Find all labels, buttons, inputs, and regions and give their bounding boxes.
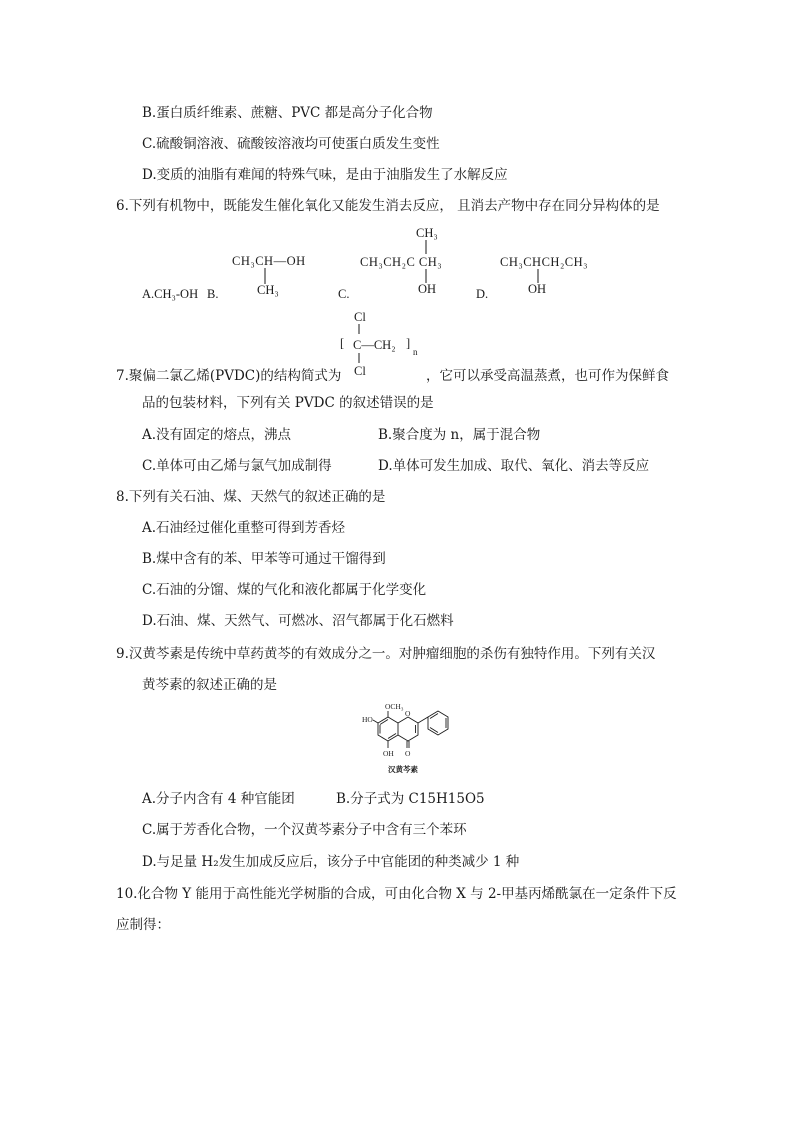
q7-formula-bond-bottom	[358, 353, 360, 363]
q6-option-c-label: C.	[338, 287, 350, 301]
q7-formula-n: n	[413, 347, 418, 357]
q7-option-a: A.没有固定的熔点，沸点	[142, 427, 292, 443]
wogonin-ring-oxygen-label: O	[405, 709, 411, 718]
q6-option-b-formula: CH₃CH—OH	[232, 254, 306, 268]
q7-stem-part1: 7.聚偏二氯乙烯(PVDC)的结构简式为	[116, 368, 342, 384]
q7-formula-bond-top	[358, 324, 360, 334]
q9-stem-line2: 黄芩素的叙述正确的是	[142, 677, 277, 693]
q8-option-d: D.石油、煤、天然气、可燃冰、沼气都属于化石燃料	[142, 613, 454, 629]
wogonin-structure-diagram	[362, 704, 472, 776]
q9-stem-line1: 9.汉黄芩素是传统中草药黄芩的有效成分之一。对肿瘤细胞的杀伤有独特作用。下列有关汉	[116, 646, 656, 662]
q6-option-d-formula: CH₃CHCH₂CH₃	[500, 255, 589, 269]
q5-option-c: C.硫酸铜溶液、硫酸铵溶液均可使蛋白质发生变性	[142, 136, 440, 152]
q9-option-c: C.属于芳香化合物，一个汉黄芩素分子中含有三个苯环	[142, 822, 467, 838]
q5-option-b: B.蛋白质纤维素、蔗糖、PVC 都是高分子化合物	[142, 105, 433, 121]
q5-option-d: D.变质的油脂有难闻的特殊气味，是由于油脂发生了水解反应	[142, 167, 508, 183]
q9-option-b: B.分子式为 C15H15O5	[336, 791, 485, 807]
q6-option-a: A.CH₃-OH	[142, 287, 199, 301]
q7-option-b: B.聚合度为 n，属于混合物	[378, 427, 541, 443]
q7-stem-part2: ，它可以承受高温蒸煮，也可作为保鲜食	[426, 368, 669, 384]
q9-option-d: D.与足量 H₂发生加成反应后，该分子中官能团的种类减少 1 种	[142, 854, 520, 870]
q6-option-c-formula: CH₃CH₂C CH₃	[360, 255, 443, 269]
q8-option-a: A.石油经过催化重整可得到芳香烃	[142, 520, 346, 536]
q6-option-c-bond-bottom	[425, 269, 427, 283]
q6-stem: 6.下列有机物中，既能发生催化氧化又能发生消去反应， 且消去产物中存在同分异构体的是	[116, 198, 660, 214]
q6-option-c-top: CH₃	[416, 226, 438, 240]
q7-option-d: D.单体可发生加成、取代、氧化、消去等反应	[378, 458, 650, 474]
q7-formula-cl-bottom: Cl	[354, 364, 366, 378]
q8-option-b: B.煤中含有的苯、甲苯等可通过干馏得到	[142, 551, 386, 567]
q9-option-a: A.分子内含有 4 种官能团	[142, 791, 295, 807]
q8-option-c: C.石油的分馏、煤的气化和液化都属于化学变化	[142, 582, 427, 598]
wogonin-ho-label: HO	[362, 715, 373, 724]
q7-stem-line2: 品的包装材料，下列有关 PVDC 的叙述错误的是	[142, 395, 434, 411]
q7-option-c: C.单体可由乙烯与氯气加成制得	[142, 458, 332, 474]
q7-formula-main: C—CH₂	[353, 338, 396, 352]
q6-option-c-bond-top	[425, 240, 427, 254]
wogonin-carbonyl-label: O	[405, 749, 411, 758]
q7-formula-bracket-right: ]	[406, 336, 411, 350]
q6-option-d-label: D.	[476, 287, 489, 301]
q6-option-d-bond	[537, 269, 539, 283]
q8-stem: 8.下列有关石油、煤、天然气的叙述正确的是	[116, 489, 386, 505]
q10-stem-line1: 10.化合物 Y 能用于高性能光学树脂的合成，可由化合物 X 与 2-甲基丙烯酰氯在一定条件下反	[116, 886, 677, 902]
q6-option-b-substituent: CH₃	[257, 283, 279, 297]
wogonin-och3-label: OCH₃	[385, 702, 404, 711]
q7-formula-bracket-left: [	[340, 336, 345, 350]
wogonin-caption: 汉黄芩素	[388, 765, 418, 774]
q7-formula-cl-top: Cl	[354, 310, 366, 324]
q10-stem-line2: 应制得：	[116, 917, 170, 933]
q6-option-b-label: B.	[207, 287, 219, 301]
q6-option-b-bond	[264, 268, 266, 284]
q6-option-c-hydroxyl: OH	[418, 282, 437, 296]
wogonin-oh-label: OH	[383, 749, 394, 758]
q6-option-d-hydroxyl: OH	[528, 282, 547, 296]
